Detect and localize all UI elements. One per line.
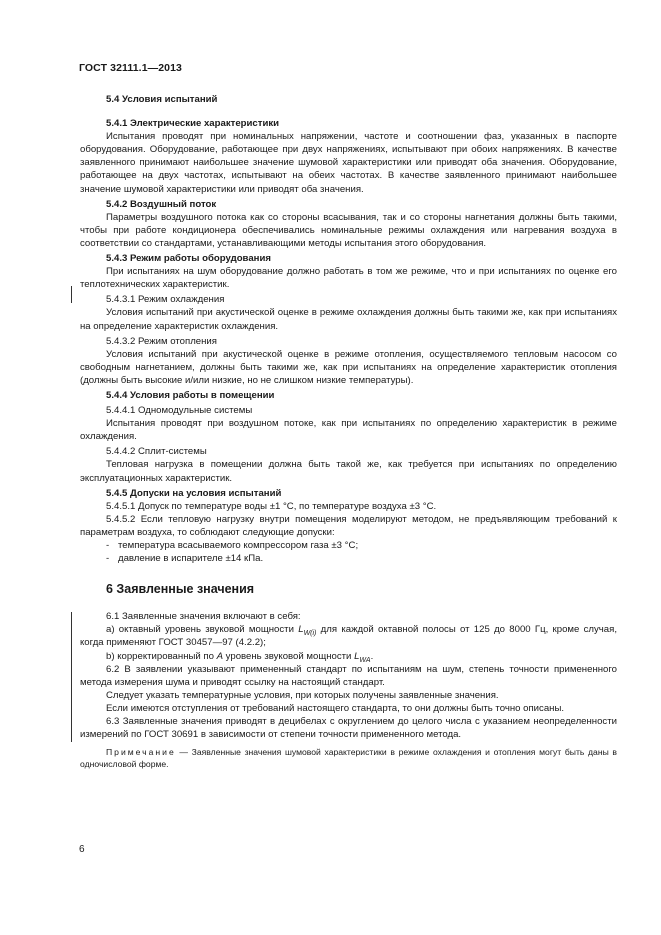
list-item-text: давление в испарителе ±14 кПа. bbox=[118, 553, 264, 565]
section-5-4-5-title: 5.4.5 Допуски на условия испытаний bbox=[106, 487, 282, 499]
section-5-4-3-1-title: 5.4.3.1 Режим охлаждения bbox=[106, 294, 225, 306]
section-5-4-3-2-text: Условия испытаний при акустической оценке в режиме отопления, осуществляемого тепловым насосом со свободным нагнетанием, должны быть такими же, как при испытаниях на определение характеристик отопления (должны быть высокие и/или низкие, но не слишком низкие температуры). bbox=[80, 348, 617, 386]
section-5-4-1-title: 5.4.1 Электрические характеристики bbox=[106, 118, 280, 130]
text-span: . bbox=[370, 650, 374, 662]
standard-header: ГОСТ 32111.1—2013 bbox=[79, 62, 182, 74]
section-5-4-1-text: Испытания проводят при номинальных напряжении, частоте и соотношении фаз, указанных в паспорте оборудования. Оборудование, работающее при двух напряжениях, испытывают при обоих напряжениях. В качестве заявленного принимают наибольшее значение шумовой характеристики или приводят оба значения. Оборудование, работающее на двух частотах, испытывают на обеих частотах. В качестве заявленного принимают наибольшее значение шумовой характеристики или приводят оба значения. bbox=[80, 131, 617, 195]
list-item bbox=[80, 552, 617, 565]
paragraph-6-1-a bbox=[80, 623, 617, 649]
change-bar bbox=[71, 286, 72, 303]
section-5-4-4-1-text: Испытания проводят при воздушном потоке, как при испытаниях по определению характеристик в режиме охлаждения. bbox=[80, 418, 617, 443]
section-5-4-5-1-text: 5.4.5.1 Допуск по температуре воды ±1 °C, по температуре воздуха ±3 °C. bbox=[106, 500, 437, 512]
page-number: 6 bbox=[79, 844, 85, 855]
list-item bbox=[80, 539, 617, 552]
section-5-4-2-text: Параметры воздушного потока как со стороны всасывания, так и со стороны нагнетания должны быть такими, чтобы при работе кондиционера обеспечивались номинальные режимы охлаждения или нагревания воздуха в соответствии со стандартами, устанавливающими методы испытания этого оборудования. bbox=[80, 211, 617, 249]
paragraph-6-1: 6.1 Заявленные значения включают в себя: bbox=[106, 611, 301, 623]
text-span: b) корректированный по bbox=[106, 650, 217, 662]
subscript-wa: WA bbox=[359, 656, 371, 664]
section-6-title: 6 Заявленные значения bbox=[106, 582, 255, 597]
note-label: Примечание bbox=[106, 747, 176, 758]
paragraph-6-3: 6.3 Заявленные значения приводят в децибелах с округлением до целого числа с указанием неопределенности измерений по ГОСТ 30691 в зависимости от степени точности примененного метода. bbox=[80, 716, 617, 741]
spacer bbox=[80, 106, 617, 115]
list-item-text: температура всасываемого компрессором газа ±3 °C; bbox=[118, 540, 359, 551]
dash-marker: - bbox=[106, 553, 110, 565]
note-text: — Заявленные значения шумовой характеристики в режиме охлаждения и отопления могут быть даны в одночисловой форме. bbox=[80, 747, 617, 770]
text-span: уровень звуковой мощности bbox=[223, 650, 355, 662]
section-5-4-4-2-title: 5.4.4.2 Сплит-системы bbox=[106, 446, 207, 458]
section-5-4-4-1-title: 5.4.4.1 Одномодульные системы bbox=[106, 405, 253, 417]
section-5-4-title: 5.4 Условия испытаний bbox=[106, 94, 218, 105]
document-body bbox=[80, 91, 617, 770]
paragraph-6-1-b bbox=[80, 650, 617, 663]
change-bar bbox=[71, 612, 72, 742]
paragraph-6-2: 6.2 В заявлении указывают примененный стандарт по испытаниям на шум, степень точности примененного метода измерения шума и приводят ссылку на настоящий стандарт. bbox=[80, 663, 617, 688]
text-span: а) октавный уровень звуковой мощности bbox=[106, 624, 299, 636]
subscript-wi: W(i) bbox=[303, 630, 317, 638]
symbol-L: L bbox=[354, 650, 360, 662]
note bbox=[80, 746, 617, 770]
text-span: для каждой октавной полосы от 125 до 8000 Гц, кроме случая, когда применяют ГОСТ 30457—97 (4.2.2); bbox=[80, 624, 617, 649]
section-5-4-3-text: При испытаниях на шум оборудование должно работать в том же режиме, что и при испытаниях по оценке его теплотехнических характеристик. bbox=[80, 266, 617, 291]
section-5-4-4-title: 5.4.4 Условия работы в помещении bbox=[106, 389, 275, 401]
symbol-A: A bbox=[216, 650, 224, 662]
symbol-L: L bbox=[298, 624, 304, 636]
paragraph-6-2-b: Следует указать температурные условия, при которых получены заявленные значения. bbox=[106, 689, 499, 701]
paragraph-6-2-c: Если имеются отступления от требований настоящего стандарта, то они должны быть точно описаны. bbox=[106, 702, 565, 714]
section-5-4-3-2-title: 5.4.3.2 Режим отопления bbox=[106, 335, 217, 347]
section-5-4-3-1-text: Условия испытаний при акустической оценке в режиме охлаждения должны быть такими же, как при испытаниях на определение характеристик охлаждения. bbox=[80, 307, 617, 332]
section-5-4-3-title: 5.4.3 Режим работы оборудования bbox=[106, 253, 271, 265]
dash-marker: - bbox=[106, 540, 110, 551]
section-5-4-4-2-text: Тепловая нагрузка в помещении должна быть такой же, как требуется при испытаниях по определению эксплуатационных характеристик. bbox=[80, 459, 617, 484]
section-5-4-5-2-text: 5.4.5.2 Если тепловую нагрузку внутри помещения моделируют методом, не предъявляющим требований к параметрам воздуха, то соблюдают следующие допуски: bbox=[80, 513, 617, 538]
section-5-4-2-title: 5.4.2 Воздушный поток bbox=[106, 198, 217, 210]
